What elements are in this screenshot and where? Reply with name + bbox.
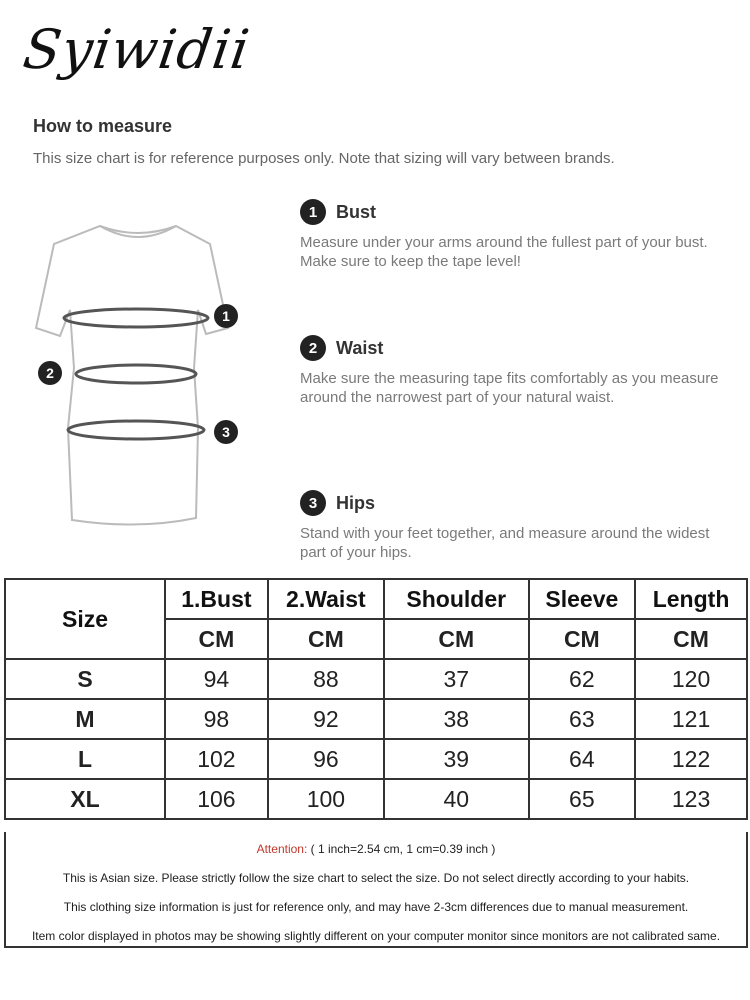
attention-label: Attention: xyxy=(256,842,308,856)
column-header-length: Length xyxy=(635,579,747,619)
unit-cell: CM xyxy=(635,619,747,659)
column-header-waist: 2.Waist xyxy=(268,579,384,619)
table-cell: 37 xyxy=(384,659,529,699)
marker-hips-icon xyxy=(214,420,238,444)
table-row xyxy=(5,739,747,779)
table-cell: 94 xyxy=(165,659,268,699)
step-number-icon: 2 xyxy=(300,335,326,361)
marker-bust-icon xyxy=(214,304,238,328)
size-label: S xyxy=(5,659,165,699)
table-cell: 121 xyxy=(635,699,747,739)
table-cell: 96 xyxy=(268,739,384,779)
marker-waist-icon xyxy=(38,361,62,385)
table-cell: 106 xyxy=(165,779,268,819)
column-header-bust: 1.Bust xyxy=(165,579,268,619)
unit-cell: CM xyxy=(384,619,529,659)
size-label: L xyxy=(5,739,165,779)
brand-logo: Syiwidii xyxy=(19,18,254,81)
note-line: Item color displayed in photos may be showing slightly different on your computer monitor since monitors are not calibrated same. xyxy=(31,929,721,943)
unit-cell: CM xyxy=(529,619,636,659)
marker-waist-label: 2 xyxy=(46,365,54,381)
attention-text: ( 1 inch=2.54 cm, 1 cm=0.39 inch ) xyxy=(307,842,496,856)
table-row xyxy=(5,659,747,699)
marker-hips-label: 3 xyxy=(222,424,230,440)
note-line: This clothing size information is just for reference only, and may have 2-3cm differences due to manual measurement. xyxy=(63,900,689,914)
table-cell: 100 xyxy=(268,779,384,819)
table-cell: 98 xyxy=(165,699,268,739)
section-subtitle: This size chart is for reference purposes only. Note that sizing will vary between brands. xyxy=(33,150,615,167)
dress-figure-illustration xyxy=(28,218,248,538)
table-cell: 40 xyxy=(384,779,529,819)
step-number-icon: 3 xyxy=(300,490,326,516)
step-hips xyxy=(300,490,730,562)
table-cell: 120 xyxy=(635,659,747,699)
size-chart-table xyxy=(4,578,748,820)
table-cell: 62 xyxy=(529,659,636,699)
step-description: Stand with your feet together, and measure around the widest part of your hips. xyxy=(300,525,710,561)
table-row xyxy=(5,699,747,739)
step-description: Measure under your arms around the fullest part of your bust. Make sure to keep the tape level! xyxy=(300,234,708,270)
notes-box xyxy=(4,832,748,948)
step-waist xyxy=(300,335,730,407)
column-header-sleeve: Sleeve xyxy=(529,579,636,619)
table-cell: 123 xyxy=(635,779,747,819)
unit-cell: CM xyxy=(165,619,268,659)
table-cell: 39 xyxy=(384,739,529,779)
column-header-shoulder: Shoulder xyxy=(384,579,529,619)
step-number-icon: 1 xyxy=(300,199,326,225)
note-line: This is Asian size. Please strictly follow the size chart to select the size. Do not select directly according to your habits. xyxy=(62,871,690,885)
marker-bust-label: 1 xyxy=(222,308,230,324)
step-name: Bust xyxy=(336,201,376,222)
table-cell: 92 xyxy=(268,699,384,739)
section-title: How to measure xyxy=(33,116,173,136)
attention-line xyxy=(6,842,746,856)
step-name: Waist xyxy=(336,337,384,358)
step-description: Make sure the measuring tape fits comfortably as you measure around the narrowest part of your natural waist. xyxy=(300,370,719,406)
size-label: XL xyxy=(5,779,165,819)
table-cell: 64 xyxy=(529,739,636,779)
table-row xyxy=(5,779,747,819)
size-header: Size xyxy=(5,579,165,659)
table-cell: 65 xyxy=(529,779,636,819)
table-cell: 122 xyxy=(635,739,747,779)
table-cell: 63 xyxy=(529,699,636,739)
table-cell: 38 xyxy=(384,699,529,739)
unit-cell: CM xyxy=(268,619,384,659)
step-name: Hips xyxy=(336,492,376,513)
step-bust xyxy=(300,199,730,271)
table-cell: 102 xyxy=(165,739,268,779)
size-label: M xyxy=(5,699,165,739)
table-cell: 88 xyxy=(268,659,384,699)
